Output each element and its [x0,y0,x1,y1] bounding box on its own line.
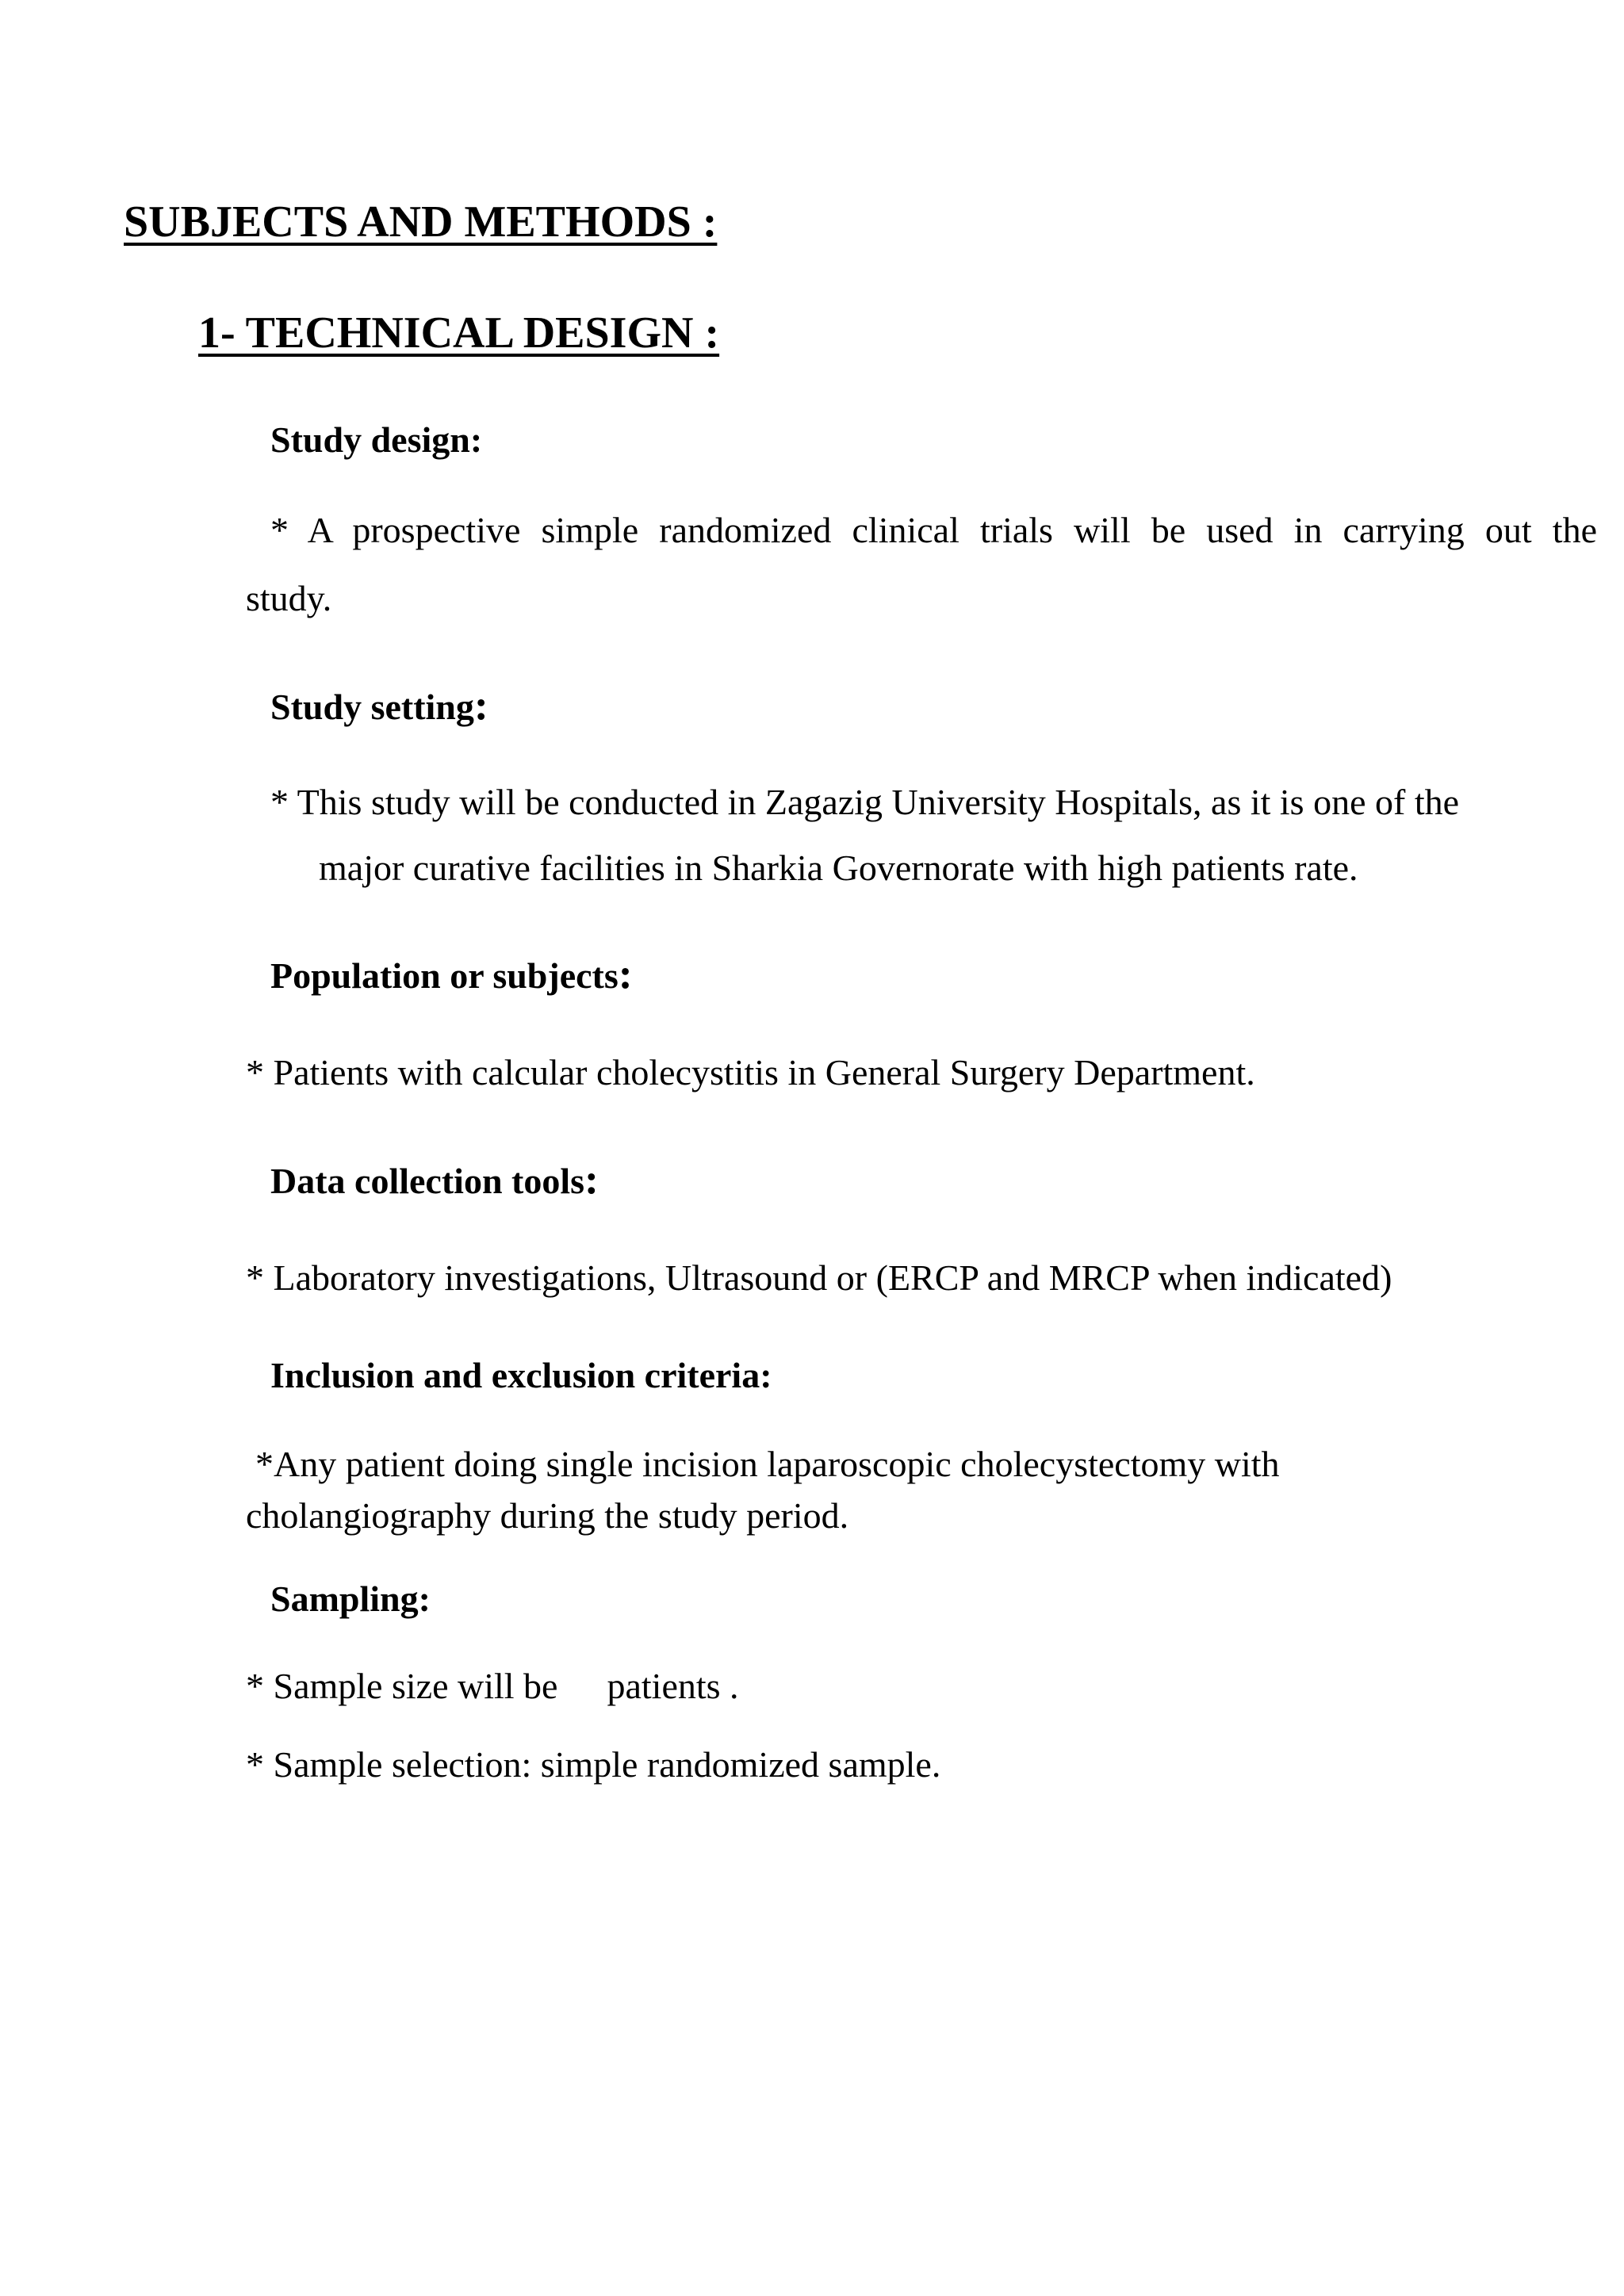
sampling-size-unit: patients . [607,1666,739,1706]
study-setting-text-line2: major curative facilities in Sharkia Governorate with high patients rate. [319,848,1358,888]
section-heading: 1- TECHNICAL DESIGN : [198,308,720,358]
criteria-title: Inclusion and exclusion criteria: [270,1355,772,1395]
study-setting-colon: : [473,681,488,729]
criteria-text-line1: *Any patient doing single incision laparoscopic cholecystectomy with [255,1444,1280,1484]
study-setting-text-line1: * This study will be conducted in Zagazig University Hospitals, as it is one of the [270,782,1460,822]
criteria-text-line2: cholangiography during the study period. [246,1495,849,1536]
data-collection-title [270,1154,599,1203]
sampling-title: Sampling: [270,1578,431,1619]
data-collection-colon: : [584,1155,599,1203]
study-setting-label: Study setting [270,687,474,727]
sampling-selection-line: * Sample selection: simple randomized sample. [246,1744,941,1785]
study-design-text-line2: study. [246,578,332,618]
study-setting-title [270,680,488,729]
study-design-text-line1: * A prospective simple randomized clinical trials will be used in carrying out the [270,510,1597,550]
population-colon: : [618,950,633,997]
population-title [270,949,633,998]
sampling-size-line [246,1665,739,1707]
study-design-title: Study design: [270,419,483,460]
population-label: Population or subjects [270,955,619,996]
sampling-size-text: * Sample size will be [246,1666,558,1706]
main-heading: SUBJECTS AND METHODS : [124,197,718,247]
population-text: * Patients with calcular cholecystitis in General Surgery Department. [246,1052,1255,1093]
data-collection-text: * Laboratory investigations, Ultrasound or (ERCP and MRCP when indicated) [246,1257,1392,1298]
data-collection-label: Data collection tools [270,1161,585,1201]
